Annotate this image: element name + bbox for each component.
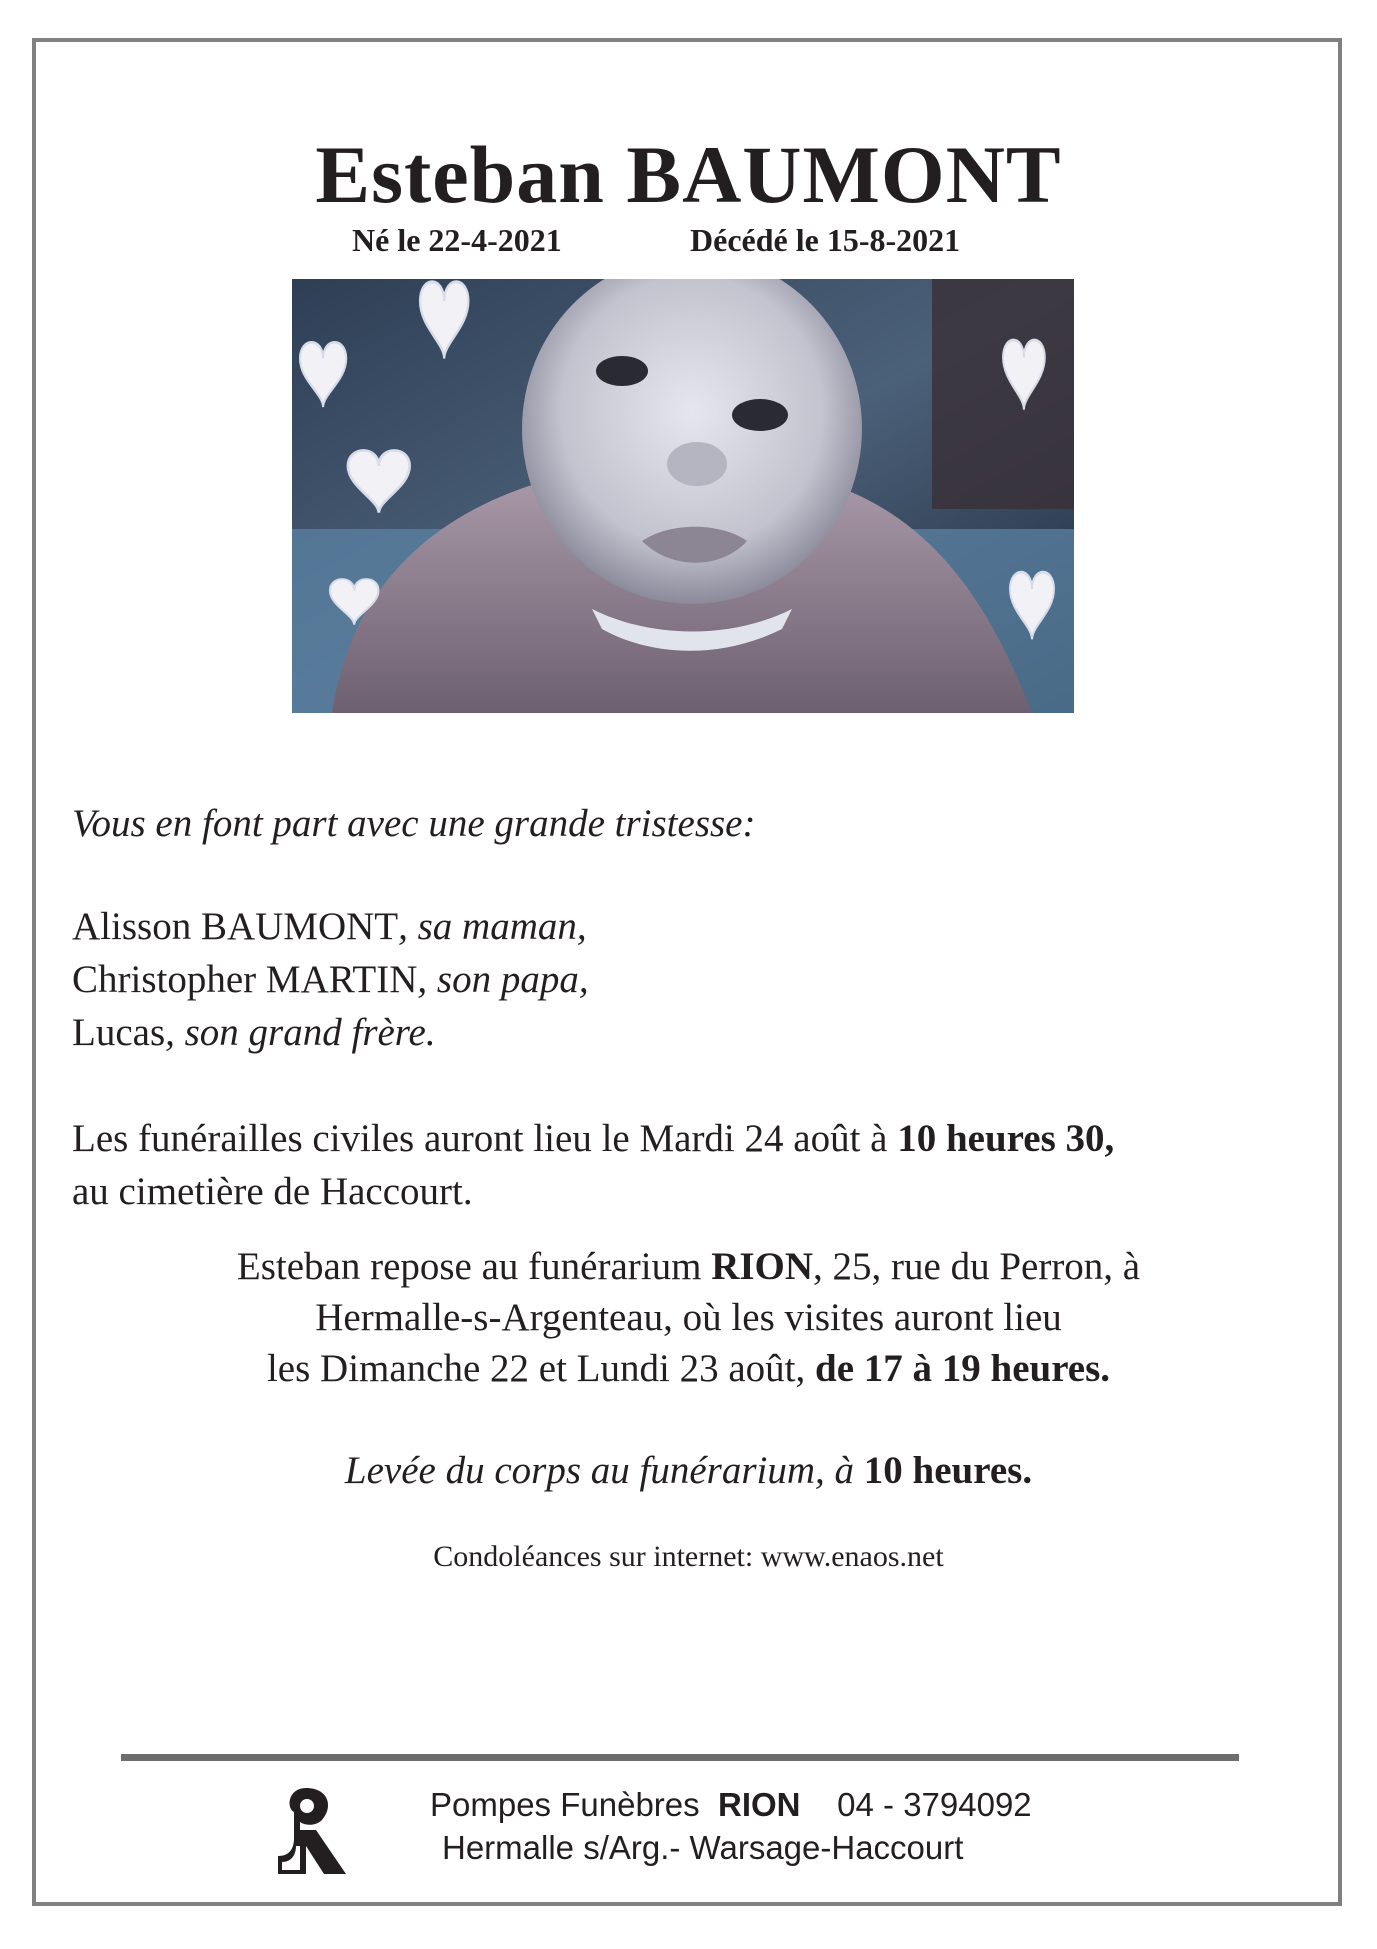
baby-photo <box>292 279 1074 713</box>
visit-hours: de 17 à 19 heures. <box>815 1347 1111 1390</box>
funeral-line-2: au cimetière de Haccourt. <box>72 1170 473 1213</box>
condolences-text: Condoléances sur internet: www.enaos.net <box>433 1540 944 1573</box>
visit-days: les Dimanche 22 et Lundi 23 août, <box>266 1347 815 1390</box>
company-name: RION <box>717 1786 801 1823</box>
levee-time: 10 heures. <box>863 1449 1033 1492</box>
family-member-relation: , son grand frère. <box>165 1011 436 1054</box>
company-phone: 04 - 3794092 <box>800 1786 1032 1823</box>
levee-text: Levée du corps au funérarium, à <box>344 1449 864 1492</box>
funeral-home-logo-icon <box>276 1786 348 1876</box>
repose-line-3 <box>0 1343 1377 1394</box>
family-member-relation: , sa maman, <box>398 905 587 948</box>
funeral-home-name: RION <box>711 1245 814 1288</box>
funeral-date-text: Les funérailles civiles auront lieu le Mardi 24 août à <box>72 1117 898 1160</box>
levee-details <box>0 1445 1377 1496</box>
footer-divider <box>121 1754 1239 1761</box>
repose-details <box>0 1241 1377 1394</box>
funeral-details <box>72 1112 1114 1218</box>
company-label: Pompes Funèbres <box>430 1786 718 1823</box>
family-member-name: Christopher MARTIN <box>72 958 418 1001</box>
repose-line-2: Hermalle-s-Argenteau, où les visites auront lieu <box>315 1296 1062 1339</box>
repose-address: , 25, rue du Perron, à <box>813 1245 1141 1288</box>
family-member <box>72 900 589 953</box>
family-member-name: Lucas <box>72 1011 166 1054</box>
deceased-name: Esteban BAUMONT <box>315 129 1062 220</box>
baby-photo-with-hearts-icon <box>292 279 1074 713</box>
family-member-name: Alisson BAUMONT <box>72 905 399 948</box>
repose-line-1 <box>0 1241 1377 1292</box>
family-list <box>72 900 589 1059</box>
footer-company <box>430 1784 1032 1826</box>
death-date: Décédé le 15-8-2021 <box>690 222 961 258</box>
repose-text: Esteban repose au funérarium <box>236 1245 712 1288</box>
family-member <box>72 1006 589 1059</box>
funeral-line-1 <box>72 1112 1114 1165</box>
family-member-relation: , son papa, <box>417 958 589 1001</box>
funeral-time: 10 heures 30, <box>897 1117 1115 1160</box>
birth-date: Né le 22-4-2021 <box>352 222 562 258</box>
family-member <box>72 953 589 1006</box>
footer-address: Hermalle s/Arg.- Warsage-Haccourt <box>442 1829 964 1866</box>
announcement-intro: Vous en font part avec une grande tristesse: <box>72 802 756 845</box>
